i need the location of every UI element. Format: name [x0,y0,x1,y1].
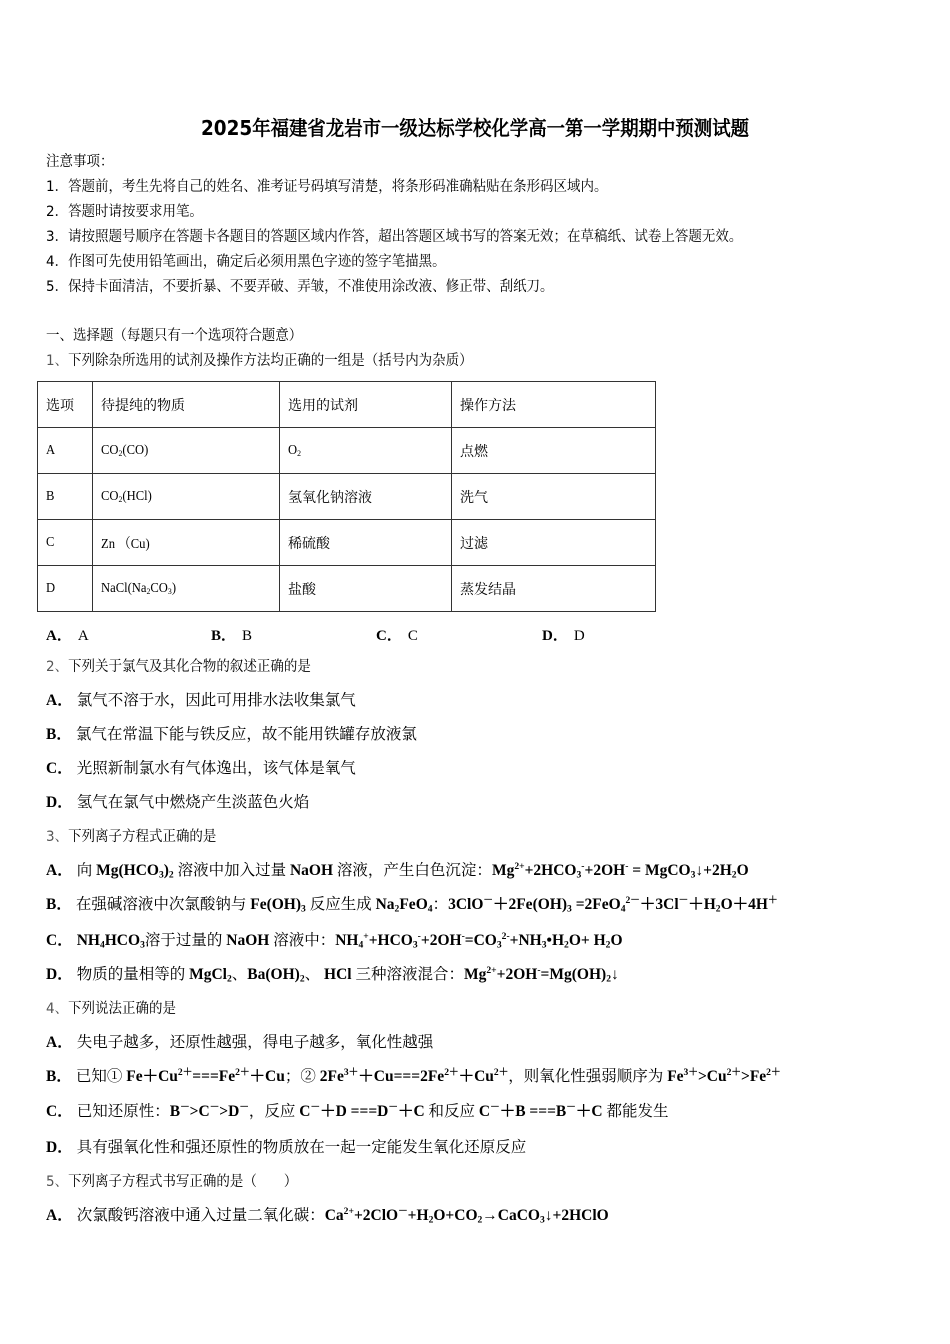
question-text: 下列说法正确的是 [68,1001,176,1017]
table-row [38,474,656,520]
q1-options-table [37,381,656,612]
choice-label: C． [376,628,402,644]
table-header-cell: 操作方法 [452,382,656,428]
q2-option-a[interactable] [46,691,356,711]
q2-option-d[interactable] [46,793,309,813]
method-cell: 蒸发结晶 [452,566,656,612]
q3-option-d[interactable] [46,965,619,985]
question-number: 1、 [46,353,69,369]
q5-option-a[interactable] [46,1206,609,1226]
option-text: 氯气不溶于水，因此可用排水法收集氯气 [76,692,356,709]
option-text: 物质的量相等的 MgCl$_2$、$Ba(OH)_2$、 HCl 三种溶液混合：$Mg^{2+}+2OH^-=Mg(OH)_2↓$ [76,965,619,985]
option-label: A． [46,692,73,709]
q3-option-c[interactable] [46,931,623,951]
choice-label: A． [46,628,72,644]
option-label: A． [46,1034,73,1051]
option-text: 失电子越多，还原性越强，得电子越多，氧化性越强 [76,1034,434,1051]
choice-a[interactable] [46,624,89,645]
notice-item-5: 5．保持卡面清洁，不要折暴、不要弄破、弄皱，不准使用涂改液、修正带、刮纸刀。 [46,279,554,295]
option-cell: B [46,489,55,504]
question-text: 下列离子方程式书写正确的是（ ） [68,1174,298,1190]
choice-d[interactable] [542,624,585,645]
table-row [38,520,656,566]
choice-label: D． [542,628,568,644]
option-text: 已知① $Fe+Cu^{2+}===Fe^{2+}+Cu$；② $2Fe^{3+}+Cu===2Fe^{2+}+Cu^{2+}$，则氧化性强弱顺序为 $Fe^{3+}>Cu^{2+}>Fe^{2+}$ [75,1067,781,1085]
substance-cell: $CO_2(HCl)$ [101,489,152,505]
q4-option-b[interactable] [46,1067,781,1087]
choice-label: B． [211,628,237,644]
q4-option-c[interactable] [46,1102,668,1122]
substance-cell: $NaCl(Na_2CO_3)$ [101,581,177,597]
option-text: 氯气在常温下能与铁反应，故不能用铁罐存放液氯 [75,726,417,743]
q4-option-d[interactable] [46,1138,526,1158]
option-text: $NH_4HCO_3$溶于过量的 NaOH 溶液中：$NH_4^++HCO_3^-+2OH^-=CO_3^{2-}+NH_3•H_2O+ H_2O$ [76,931,623,951]
substance-cell: $CO_2(CO)$ [101,443,149,459]
option-text: 具有强氧化性和强还原性的物质放在一起一定能发生氧化还原反应 [76,1139,527,1156]
question-number: 3、 [46,829,69,845]
choice-value: A [77,628,89,644]
section-heading: 一、选择题（每题只有一个选项符合题意） [46,328,303,344]
method-cell: 洗气 [452,474,656,520]
question-text: 下列除杂所选用的试剂及操作方法均正确的一组是（括号内为杂质） [68,353,473,369]
q3-option-a[interactable] [46,861,749,881]
question-text: 下列关于氯气及其化合物的叙述正确的是 [68,659,311,675]
option-text: 在强碱溶液中次氯酸钠与 $Fe(OH)_3$ 反应生成 $Na_2FeO_4$：$3ClO^-+2Fe(OH)_3 =2FeO_4^{2-}+3Cl^-+H_2O+4H^+$ [75,895,778,915]
option-text: 已知还原性：B－>C－>D－，反应 C－＋D ===D－＋C 和反应 C－＋B ===B－＋C 都能发生 [76,1102,669,1120]
notice-item-1: 1．答题前，考生先将自己的姓名、准考证号码填写清楚，将条形码准确粘贴在条形码区域内。 [46,179,608,195]
option-label: B． [46,726,72,743]
option-text: 氢气在氯气中燃烧产生淡蓝色火焰 [76,794,310,811]
table-row [38,428,656,474]
choice-value: D [573,628,585,644]
q2-option-b[interactable] [46,725,417,745]
option-text: 次氯酸钙溶液中通入过量二氧化碳：$Ca^{2+}+2ClO^-+H_2O+CO_2\to CaCO_3↓+2HClO$ [76,1206,609,1226]
q1-choices [46,624,746,644]
question-number: 5、 [46,1174,69,1190]
choice-c[interactable] [376,624,418,645]
reagent-cell: 盐酸 [288,581,316,598]
table-row [38,566,656,612]
option-label: B． [46,896,72,913]
option-label: D． [46,1139,73,1156]
table-header-cell: 待提纯的物质 [93,382,280,428]
question-4-stem [46,999,176,1019]
method-cell: 点燃 [452,428,656,474]
q3-option-b[interactable] [46,895,778,915]
table-header-row [38,382,656,428]
question-1-stem [46,351,473,371]
option-text: 光照新制氯水有气体逸出，该气体是氧气 [76,760,356,777]
q2-option-c[interactable] [46,759,356,779]
document-title: 2025年福建省龙岩市一级达标学校化学高一第一学期期中预测试题 [200,116,750,140]
question-3-stem [46,827,216,847]
method-cell: 过滤 [452,520,656,566]
question-2-stem [46,657,311,677]
notice-item-3: 3．请按照题号顺序在答题卡各题目的答题区域内作答，超出答题区域书写的答案无效；在草稿纸、试卷上答题无效。 [46,229,743,245]
option-label: B． [46,1068,72,1085]
q4-option-a[interactable] [46,1033,433,1053]
option-label: D． [46,966,73,983]
choice-b[interactable] [211,624,252,645]
option-cell: A [46,443,56,458]
reagent-cell: 稀硫酸 [288,535,330,552]
option-label: C． [46,760,73,777]
option-cell: D [46,581,56,596]
notice-item-2: 2．答题时请按要求用笔。 [46,204,203,220]
reagent-cell: $O_2$ [288,443,302,459]
option-text: 向 $Mg(HCO_3)_2$ 溶液中加入过量 NaOH 溶液，产生白色沉淀：$Mg^{2+}+2HCO_3^-+2OH^-$ = $MgCO_3↓+2H_2O$ [76,861,749,881]
question-5-stem [46,1172,297,1192]
table-header-cell: 选用的试剂 [280,382,452,428]
option-cell: C [46,535,55,550]
option-label: A． [46,862,73,879]
option-label: D． [46,794,73,811]
reagent-cell: 氢氧化钠溶液 [288,489,372,506]
question-number: 4、 [46,1001,69,1017]
notice-item-4: 4．作图可先使用铅笔画出，确定后必须用黑色字迹的签字笔描黑。 [46,254,446,270]
question-number: 2、 [46,659,69,675]
option-label: C． [46,1103,73,1120]
choice-value: C [407,628,418,644]
substance-cell: Zn （Cu) [101,536,150,552]
table-header-cell: 选项 [38,382,93,428]
option-label: C． [46,932,73,949]
choice-value: B [242,628,253,644]
notice-heading: 注意事项： [46,154,114,170]
option-label: A． [46,1207,73,1224]
question-text: 下列离子方程式正确的是 [68,829,217,845]
